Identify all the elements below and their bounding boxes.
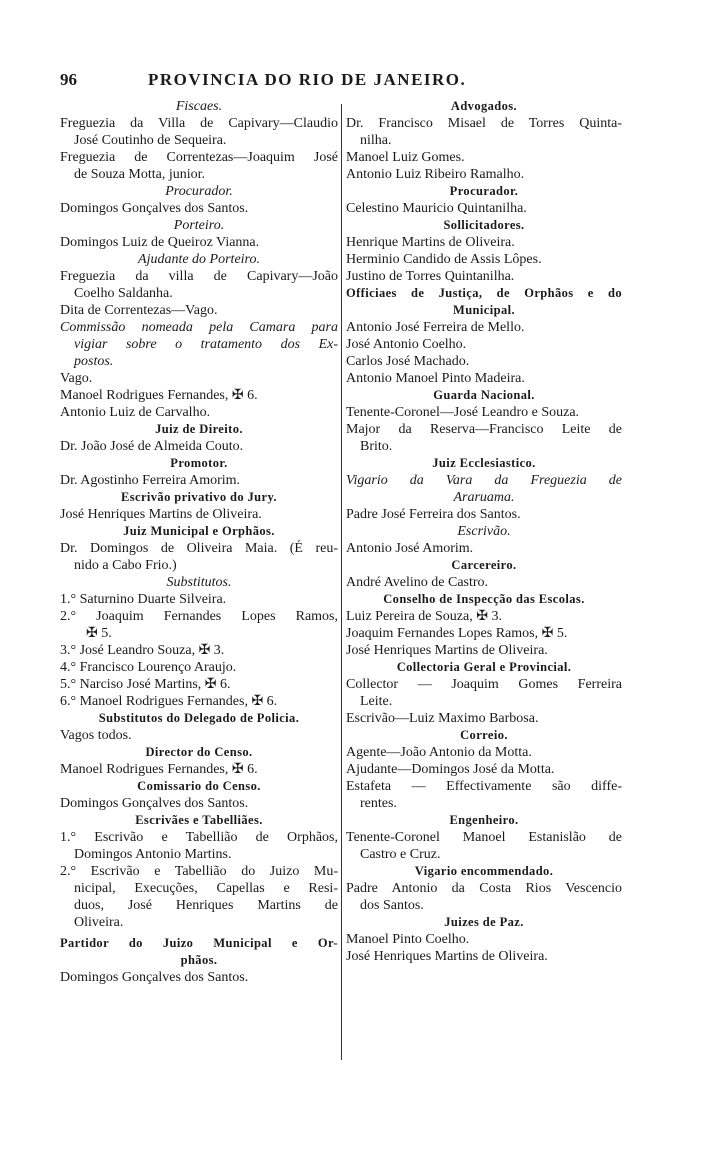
subsection-heading: Vigario da Vara da Freguezia de	[346, 473, 622, 488]
entry-line: Freguezia da villa de Capivary—João	[60, 269, 338, 284]
entry-line: nilha.	[360, 133, 392, 148]
page-number: 96	[60, 70, 77, 89]
entry-line: Freguezia de Correntezas—Joaquim José	[60, 150, 338, 165]
entry-line: de Souza Motta, junior.	[74, 167, 206, 182]
section-heading-engenheiro: Engenheiro.	[449, 813, 519, 827]
section-heading-escrivao: Escrivão.	[457, 524, 511, 539]
section-heading-conselho: Conselho de Inspecção das Escolas.	[383, 592, 585, 606]
entry-line: Agente—João Antonio da Motta.	[346, 745, 532, 760]
left-column	[60, 98, 338, 986]
entry-line: Collector — Joaquim Gomes Ferreira	[346, 677, 622, 692]
entry-line: Manoel Rodrigues Fernandes, ✠ 6.	[60, 762, 258, 777]
list-item: 1.° Saturnino Duarte Silveira.	[60, 592, 227, 607]
entry-line: José Antonio Coelho.	[346, 337, 467, 352]
section-heading-juiz-municipal: Juiz Municipal e Orphãos.	[123, 524, 275, 538]
section-heading-substitutos-delegado: Substitutos do Delegado de Policia.	[98, 711, 300, 725]
commission-heading: vigiar sobre o tratamento dos Ex-	[74, 337, 338, 352]
entry-line: Manoel Pinto Coelho.	[346, 932, 470, 947]
entry-line: Domingos Gonçalves dos Santos.	[60, 970, 249, 985]
entry-line: nido a Cabo Frio.)	[74, 558, 177, 573]
entry-line: Domingos Luiz de Queiroz Vianna.	[60, 235, 260, 250]
entry-line: Freguezia da Villa de Capivary—Claudio	[60, 116, 338, 131]
section-heading-juiz-ecclesiastico: Juiz Ecclesiastico.	[432, 456, 536, 470]
entry-line: Carlos José Machado.	[346, 354, 470, 369]
list-item: Oliveira.	[74, 915, 124, 930]
list-item: 3.° José Leandro Souza, ✠ 3.	[60, 643, 225, 658]
entry-line: Henrique Martins de Oliveira.	[346, 235, 515, 250]
section-heading-advogados: Advogados.	[450, 99, 518, 113]
running-title: PROVINCIA DO RIO DE JANEIRO.	[148, 70, 467, 89]
entry-line: Coelho Saldanha.	[74, 286, 173, 301]
section-heading-procurador: Procurador.	[449, 184, 519, 198]
list-item: 5.° Narciso José Martins, ✠ 6.	[60, 677, 231, 692]
section-heading-vigario-encommendado: Vigario encommendado.	[414, 864, 554, 878]
entry-line: Dita de Correntezas—Vago.	[60, 303, 218, 318]
entry-line: Tenente-Coronel—José Leandro e Souza.	[346, 405, 580, 420]
section-heading-procurador: Procurador.	[165, 184, 233, 199]
entry-line: Domingos Gonçalves dos Santos.	[60, 201, 249, 216]
section-heading-carcereiro: Carcereiro.	[451, 558, 517, 572]
entry-line: Vago.	[60, 371, 93, 386]
list-item: ✠ 5.	[86, 626, 112, 641]
section-heading-escrivao-jury: Escrivão privativo do Jury.	[121, 490, 277, 504]
entry-line: André Avelino de Castro.	[346, 575, 489, 590]
entry-line: Estafeta — Effectivamente são diffe-	[346, 779, 622, 794]
commission-heading: Commissão nomeada pela Camara para	[60, 320, 338, 335]
entry-line: Dr. João José de Almeida Couto.	[60, 439, 244, 454]
section-heading-collectoria: Collectoria Geral e Provincial.	[396, 660, 572, 674]
entry-line: Vagos todos.	[60, 728, 132, 743]
section-heading-officiaes: Officiaes de Justiça, de Orphãos e do	[346, 286, 622, 300]
list-item: 2.° Escrivão e Tabellião do Juizo Mu-	[60, 864, 338, 879]
column-divider	[341, 104, 342, 1060]
list-item: 2.° Joaquim Fernandes Lopes Ramos,	[60, 609, 338, 624]
entry-line: Manoel Luiz Gomes.	[346, 150, 465, 165]
section-heading-substitutos: Substitutos.	[166, 575, 232, 590]
entry-line: Padre José Ferreira dos Santos.	[346, 507, 521, 522]
entry-line: Justino de Torres Quintanilha.	[346, 269, 515, 284]
section-heading-partidor: phãos.	[180, 953, 218, 967]
entry-line: Padre Antonio da Costa Rios Vescencio	[346, 881, 622, 896]
entry-line: Celestino Mauricio Quintanilha.	[346, 201, 527, 216]
entry-line: Escrivão—Luiz Maximo Barbosa.	[346, 711, 539, 726]
entry-line: Castro e Cruz.	[360, 847, 441, 862]
section-heading-fiscaes: Fiscaes.	[175, 99, 223, 114]
entry-line: José Coutinho de Sequeira.	[74, 133, 227, 148]
entry-line: Brito.	[360, 439, 393, 454]
section-heading-juizes-paz: Juizes de Paz.	[444, 915, 524, 929]
section-heading-correio: Correio.	[460, 728, 508, 742]
entry-line: Antonio José Ferreira de Mello.	[346, 320, 525, 335]
entry-line: dos Santos.	[360, 898, 424, 913]
list-item: 6.° Manoel Rodrigues Fernandes, ✠ 6.	[60, 694, 278, 709]
entry-line: Tenente-Coronel Manoel Estanislão de	[346, 830, 622, 845]
list-item: duos, José Henriques Martins de	[74, 898, 338, 913]
entry-line: José Henriques Martins de Oliveira.	[346, 949, 548, 964]
section-heading-promotor: Promotor.	[170, 456, 228, 470]
section-heading-officiaes: Municipal.	[453, 303, 515, 317]
page-header	[60, 70, 624, 96]
entry-line: Antonio Luiz Ribeiro Ramalho.	[346, 167, 525, 182]
entry-line: Dr. Agostinho Ferreira Amorim.	[60, 473, 241, 488]
entry-line: José Henriques Martins de Oliveira.	[60, 507, 262, 522]
section-heading-escrivaes: Escrivães e Tabelliães.	[135, 813, 263, 827]
commission-heading: postos.	[74, 354, 114, 369]
entry-line: Herminio Candido de Assis Lôpes.	[346, 252, 542, 267]
section-heading-partidor: Partidor do Juizo Municipal e Or-	[60, 936, 338, 950]
entry-line: Leite.	[360, 694, 393, 709]
entry-line: Joaquim Fernandes Lopes Ramos, ✠ 5.	[346, 626, 568, 641]
entry-line: José Henriques Martins de Oliveira.	[346, 643, 548, 658]
section-heading-guarda: Guarda Nacional.	[433, 388, 535, 402]
entry-line: Ajudante—Domingos José da Motta.	[346, 762, 555, 777]
entry-line: Antonio Manoel Pinto Madeira.	[346, 371, 525, 386]
entry-line: Major da Reserva—Francisco Leite de	[346, 422, 622, 437]
entry-line: Dr. Domingos de Oliveira Maia. (É reu-	[60, 541, 338, 556]
section-heading-ajudante: Ajudante do Porteiro.	[138, 252, 260, 267]
entry-line: Dr. Francisco Misael de Torres Quinta-	[346, 116, 622, 131]
list-item: nicipal, Execuções, Capellas e Resi-	[74, 881, 338, 896]
section-heading-porteiro: Porteiro.	[173, 218, 225, 233]
entry-line: Domingos Gonçalves dos Santos.	[60, 796, 249, 811]
entry-line: rentes.	[360, 796, 397, 811]
list-item: 1.° Escrivão e Tabellião de Orphãos,	[60, 830, 338, 845]
section-heading-director-censo: Director do Censo.	[145, 745, 253, 759]
entry-line: Manoel Rodrigues Fernandes, ✠ 6.	[60, 388, 258, 403]
entry-line: Antonio Luiz de Carvalho.	[60, 405, 211, 420]
subsection-heading: Araruama.	[453, 490, 515, 505]
section-heading-comissario-censo: Comissario do Censo.	[137, 779, 261, 793]
entry-line: Antonio José Amorim.	[346, 541, 474, 556]
section-heading-sollicitadores: Sollicitadores.	[443, 218, 525, 232]
right-column	[346, 98, 622, 965]
list-item: 4.° Francisco Lourenço Araujo.	[60, 660, 237, 675]
section-heading-juiz-direito: Juiz de Direito.	[155, 422, 243, 436]
entry-line: Luiz Pereira de Souza, ✠ 3.	[346, 609, 502, 624]
list-item: Domingos Antonio Martins.	[74, 847, 232, 862]
